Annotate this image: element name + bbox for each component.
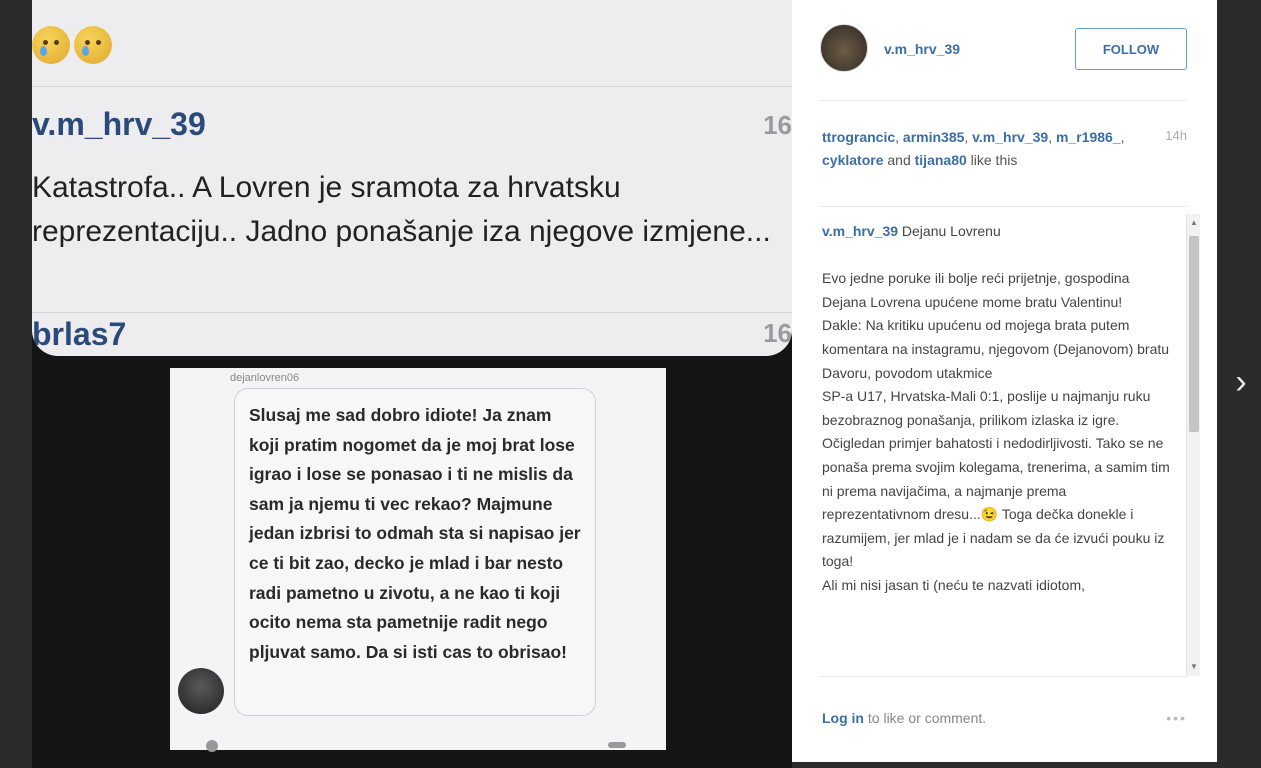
follow-button[interactable]: FOLLOW: [1075, 28, 1187, 70]
caption-body: Evo jedne poruke ili bolje reći prijetnje, gospodina Dejana Lovrena upućene mome bratu Valentinu! Dakle: Na kritiku upućenu od mojega brata putem komentara na instagramu, njegovom (Dejanovom) bratu Davoru, povodom utakmice SP-a U17, Hrvatska-Mali 0:1, poslije u najmanju ruku bezobraznog ponašanja, prilikom izlaska iz igre. Očigledan primjer bahatosti i nedodirljivosti. Tako se ne ponaša prema svojim kolegama, trenerima, a samim tim ni prema navijačima, a najmanje prema reprezentativnom dresu...😉 Toga dečka donekle i razumijem, jer mlad je i nadam se da će izvući pouku iz toga! Ali mi nisi jasan ti (neću te nazvati idiotom,: [822, 270, 1170, 593]
post-side-panel: [792, 0, 1217, 762]
post-username[interactable]: v.m_hrv_39: [884, 41, 961, 57]
scroll-down-icon[interactable]: ▼: [1190, 662, 1198, 671]
caption: [822, 220, 1172, 598]
post-time: 14h: [1165, 128, 1187, 143]
emoji-row: [32, 26, 112, 64]
comment-text: Katastrofa.. A Lovren je sramota za hrvatsku reprezentaciju.. Jadno ponašanje iza njegove izmjene...: [32, 171, 771, 248]
dm-avatar: [178, 668, 224, 714]
likes-line: ttrograncic, armin385, v.m_hrv_39, m_r1986_, cyklatore and tijana80 like this: [822, 129, 1125, 168]
crying-face-icon: [74, 26, 112, 64]
divider: [820, 100, 1187, 101]
like-user-link[interactable]: v.m_hrv_39: [972, 129, 1049, 145]
like-user-link[interactable]: m_r1986_: [1055, 129, 1121, 145]
comment-time: 16: [763, 110, 792, 140]
login-link[interactable]: Log in: [822, 710, 864, 726]
direct-message-card: [170, 368, 666, 750]
divider: [820, 206, 1187, 207]
caption-title: Dejanu Lovrenu: [898, 223, 1001, 239]
more-options-icon[interactable]: •••: [1166, 710, 1187, 726]
dm-sender: dejanlovren06: [230, 372, 300, 384]
like-user-link[interactable]: tijana80: [914, 152, 967, 168]
like-user-link[interactable]: ttrograncic: [822, 129, 896, 145]
like-user-link[interactable]: armin385: [902, 129, 965, 145]
login-prompt: Log in to like or comment.: [822, 710, 987, 726]
camera-icon: [206, 740, 218, 752]
post-photo: [32, 0, 792, 768]
comment-username: v.m_hrv_39: [32, 106, 206, 142]
caption-scroll-area[interactable]: [820, 214, 1200, 676]
avatar[interactable]: [820, 24, 868, 72]
comment2-username: brlas7: [32, 316, 127, 352]
scroll-thumb[interactable]: [1189, 236, 1199, 432]
dm-message: Slusaj me sad dobro idiote! Ja znam koji pratim nogomet da je moj brat lose igrao i lose se ponasao i ti ne mislis da sam ja njemu ti vec rekao? Majmune jedan izbrisi to odmah sta si napisao jer ce ti bit zao, decko je mlad i bar nesto radi pametno u zivotu, a ne kao ti koji ocito nema sta pametnije radit nego pljuvat samo. Da si isti cas to obrisao!: [234, 388, 596, 716]
dm-footer: [170, 720, 666, 750]
comment2-time: 16: [763, 318, 792, 348]
screenshot-comments: [32, 0, 792, 356]
like-user-link[interactable]: cyklatore: [822, 152, 884, 168]
scrollbar[interactable]: [1186, 214, 1200, 676]
divider: [32, 312, 792, 313]
caption-username[interactable]: v.m_hrv_39: [822, 223, 899, 239]
emoji-icon: [608, 742, 626, 748]
scroll-up-icon[interactable]: ▲: [1190, 218, 1198, 227]
chevron-right-icon[interactable]: ›: [1235, 363, 1247, 401]
divider: [32, 86, 792, 87]
crying-face-icon: [32, 26, 70, 64]
divider: [820, 676, 1187, 677]
